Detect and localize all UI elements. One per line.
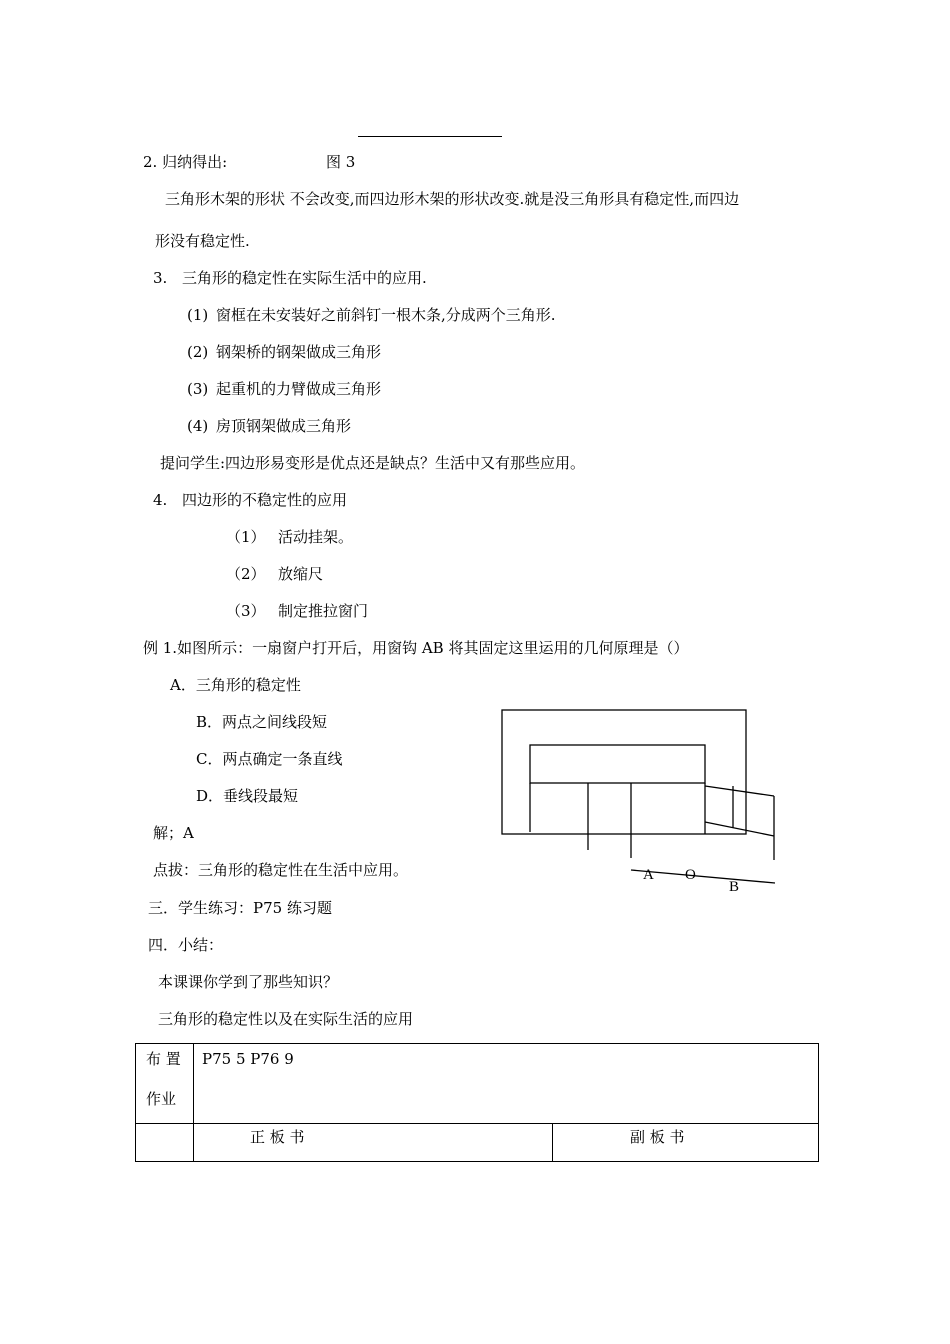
example-answer: 解；A xyxy=(153,824,194,842)
summary-answer: 三角形的稳定性以及在实际生活的应用 xyxy=(158,1010,414,1028)
section3-number: 3. xyxy=(153,269,168,287)
section4-title: 四边形的不稳定性的应用 xyxy=(182,491,348,509)
homework-label: 布 置 xyxy=(146,1050,181,1068)
section4-item-num: （2） xyxy=(226,565,266,583)
section3-item-text: 起重机的力臂做成三角形 xyxy=(216,380,382,398)
section3-item-text: 窗框在未安装好之前斜钉一根木条,分成两个三角形. xyxy=(216,306,556,324)
section3-item-text: 房顶钢架做成三角形 xyxy=(216,417,352,435)
example-option-d: D．垂线段最短 xyxy=(196,787,299,805)
section3-item-num: (3) xyxy=(187,380,209,398)
section3-item-num: (4) xyxy=(187,417,209,435)
section4-item-num: （1） xyxy=(226,528,266,546)
section4-item-text: 放缩尺 xyxy=(278,565,324,583)
section2-heading: 2. 归纳得出: xyxy=(143,153,228,171)
section3-item-num: (1) xyxy=(187,306,209,324)
homework-content: P75 5 P76 9 xyxy=(202,1050,294,1068)
section4-item-num: （3） xyxy=(226,602,266,620)
top-underline xyxy=(358,136,502,137)
practice-text: 三．学生练习：P75 练习题 xyxy=(148,899,332,917)
window-inner-frame xyxy=(530,745,705,783)
example-tip: 点拔：三角形的稳定性在生活中应用。 xyxy=(153,861,409,879)
point-o-label: O xyxy=(685,867,696,883)
figure-label: 图 3 xyxy=(326,153,356,171)
homework-label: 作业 xyxy=(146,1090,177,1108)
section4-number: 4. xyxy=(153,491,168,509)
example-stem: 例 1.如图所示：一扇窗户打开后，用窗钩 AB 将其固定这里运用的几何原理是（） xyxy=(143,639,689,657)
section4-item-text: 活动挂架。 xyxy=(278,528,354,546)
main-board-header: 正 板 书 xyxy=(250,1128,305,1146)
window-hook-diagram xyxy=(495,700,795,900)
example-option-b: B．两点之间线段短 xyxy=(196,713,328,731)
point-a-label: A xyxy=(643,867,654,883)
question-text: 提问学生:四边形易变形是优点还是缺点？生活中又有那些应用。 xyxy=(160,454,586,472)
section3-item-num: (2) xyxy=(187,343,209,361)
point-b-label: B xyxy=(729,879,740,895)
example-option-a: A．三角形的稳定性 xyxy=(170,676,301,694)
summary-question: 本课课你学到了那些知识？ xyxy=(158,973,339,991)
section2-text-line2: 形没有稳定性. xyxy=(155,232,250,250)
example-option-c: C．两点确定一条直线 xyxy=(196,750,343,768)
window-outer-frame xyxy=(502,710,746,834)
section3-item-text: 钢架桥的钢架做成三角形 xyxy=(216,343,382,361)
section4-item-text: 制定推拉窗门 xyxy=(278,602,369,620)
section3-title: 三角形的稳定性在实际生活中的应用. xyxy=(182,269,427,287)
summary-heading: 四．小结： xyxy=(148,936,224,954)
section2-text-line1: 三角形木架的形状 不会改变,而四边形木架的形状改变.就是没三角形具有稳定性,而四边 xyxy=(165,190,740,208)
open-sash-top xyxy=(705,786,774,796)
side-board-header: 副 板 书 xyxy=(630,1128,685,1146)
